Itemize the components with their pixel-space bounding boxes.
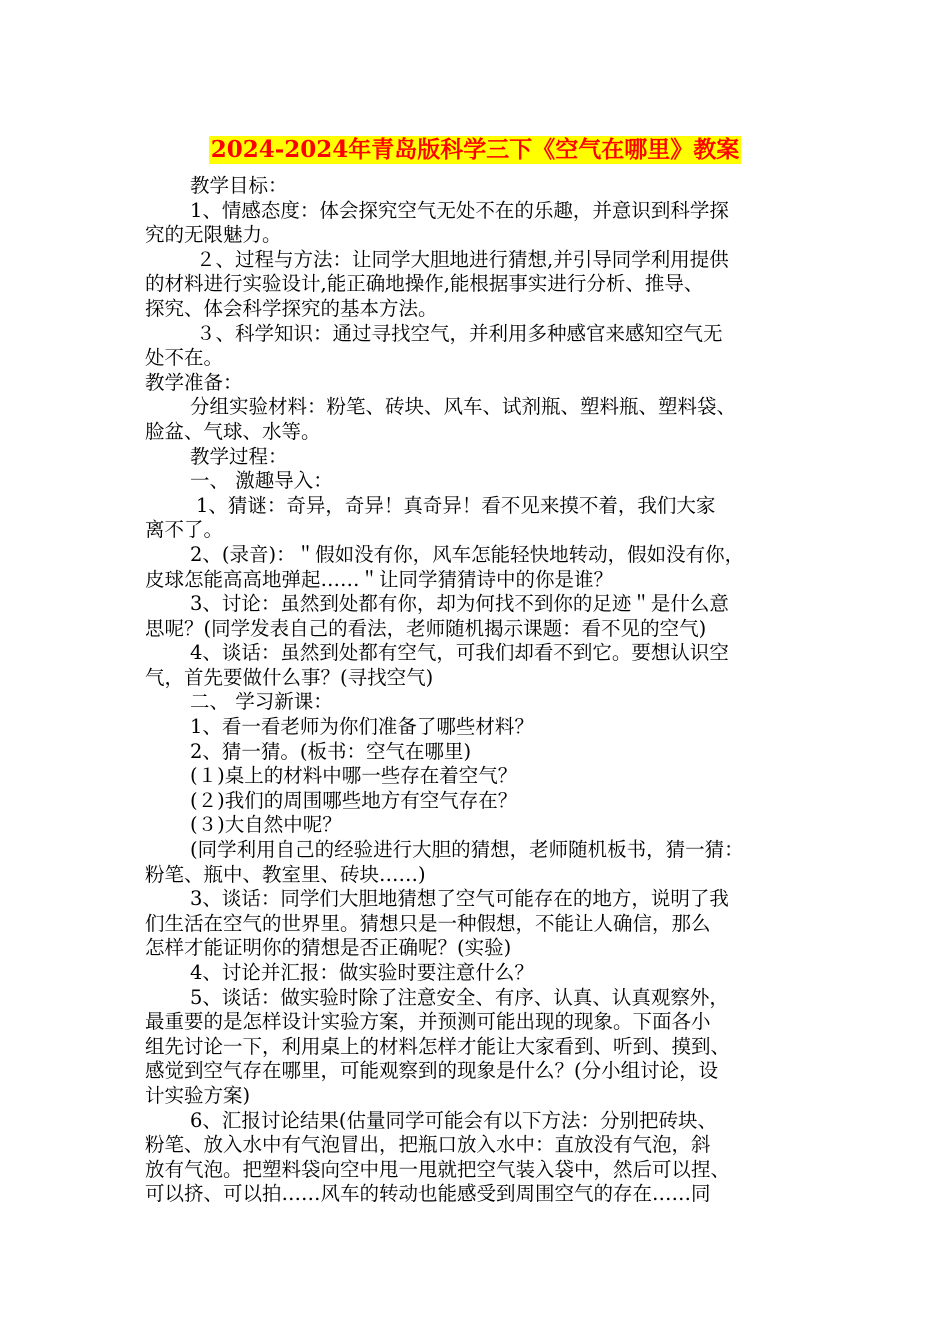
- text-line: 1、猜谜：奇异，奇异！真奇异！看不见来摸不着，我们大家: [196, 493, 716, 517]
- text-line: 脸盆、气球、水等。: [145, 419, 321, 443]
- text-line: 组先讨论一下，利用桌上的材料怎样才能让大家看到、听到、摸到、: [145, 1034, 731, 1058]
- text-line: 1、情感态度：体会探究空气无处不在的乐趣，并意识到科学探: [190, 198, 729, 222]
- text-line: 二、 学习新课：: [190, 690, 333, 714]
- text-line: 分组实验材料：粉笔、砖块、风车、试剂瓶、塑料瓶、塑料袋、: [190, 395, 737, 419]
- title-container: [0, 136, 950, 164]
- text-line: 3、谈话：同学们大胆地猜想了空气可能存在的地方，说明了我: [190, 887, 729, 911]
- text-line: 4、讨论并汇报：做实验时要注意什么？: [190, 961, 534, 984]
- text-line: 粉笔、放入水中有气泡冒出，把瓶口放入水中：直放没有气泡，斜: [145, 1133, 711, 1157]
- text-line: 们生活在空气的世界里。猜想只是一种假想，不能让人确信，那么: [145, 911, 711, 935]
- text-line: 感觉到空气存在哪里，可能观察到的现象是什么？(分小组讨论，设: [145, 1059, 719, 1083]
- text-line: ３、科学知识：通过寻找空气，并利用多种感官来感知空气无: [196, 321, 723, 345]
- text-line: 教学准备：: [145, 370, 243, 394]
- text-line: 放有气泡。把塑料袋向空中甩一甩就把空气装入袋中，然后可以捏、: [145, 1157, 731, 1181]
- text-line: 思呢？(同学发表自己的看法，老师随机揭示课题：看不见的空气): [145, 616, 707, 640]
- text-line: ２、过程与方法：让同学大胆地进行猜想,并引导同学利用提供: [196, 247, 729, 271]
- text-line: 皮球怎能高高地弹起……＂让同学猜猜诗中的你是谁？: [145, 567, 614, 591]
- text-line: 粉笔、瓶中、教室里、砖块……): [145, 862, 426, 886]
- text-line: (１)桌上的材料中哪一些存在着空气？: [190, 764, 518, 788]
- text-line: 6、汇报讨论结果(估量同学可能会有以下方法：分别把砖块、: [190, 1108, 718, 1132]
- text-line: 究的无限魅力。: [145, 223, 282, 247]
- text-line: (２)我们的周围哪些地方有空气存在？: [190, 788, 518, 812]
- text-line: 探究、体会科学探究的基本方法。: [145, 296, 438, 320]
- text-line: 4、谈话：虽然到处都有空气，可我们却看不到它。要想认识空: [190, 641, 729, 665]
- text-line: 教学目标：: [190, 174, 288, 197]
- text-line: 处不在。: [145, 346, 224, 370]
- text-line: 的材料进行实验设计,能正确地操作,能根据事实进行分析、推导、: [145, 272, 704, 296]
- text-line: 最重要的是怎样设计实验方案，并预测可能出现的现象。下面各小: [145, 1010, 711, 1034]
- text-line: (３)大自然中呢？: [190, 813, 342, 837]
- text-line: 2、猜一猜。(板书：空气在哪里): [190, 739, 472, 763]
- text-line: 离不了。: [145, 518, 224, 542]
- text-line: 可以挤、可以拍……风车的转动也能感受到周围空气的存在……同: [145, 1182, 711, 1206]
- text-line: 5、谈话：做实验时除了注意安全、有序、认真、认真观察外，: [190, 985, 729, 1009]
- text-line: 计实验方案): [145, 1083, 251, 1107]
- text-line: 1、看一看老师为你们准备了哪些材料？: [190, 715, 534, 739]
- document-title: 2024-2024年青岛版科学三下《空气在哪里》教案: [210, 136, 740, 163]
- text-line: 气，首先要做什么事？(寻找空气): [145, 665, 434, 689]
- text-line: 教学过程：: [190, 444, 288, 468]
- text-line: (同学利用自己的经验进行大胆的猜想，老师随机板书，猜一猜：: [190, 838, 744, 862]
- text-line: 怎样才能证明你的猜想是否正确呢？(实验): [145, 936, 512, 960]
- text-line: 2、(录音)：＂假如没有你，风车怎能轻快地转动，假如没有你，: [190, 542, 745, 566]
- document-body: [145, 174, 820, 1207]
- text-line: 3、讨论：虽然到处都有你，却为何找不到你的足迹＂是什么意: [190, 592, 729, 616]
- text-line: 一、 激趣导入：: [190, 469, 333, 493]
